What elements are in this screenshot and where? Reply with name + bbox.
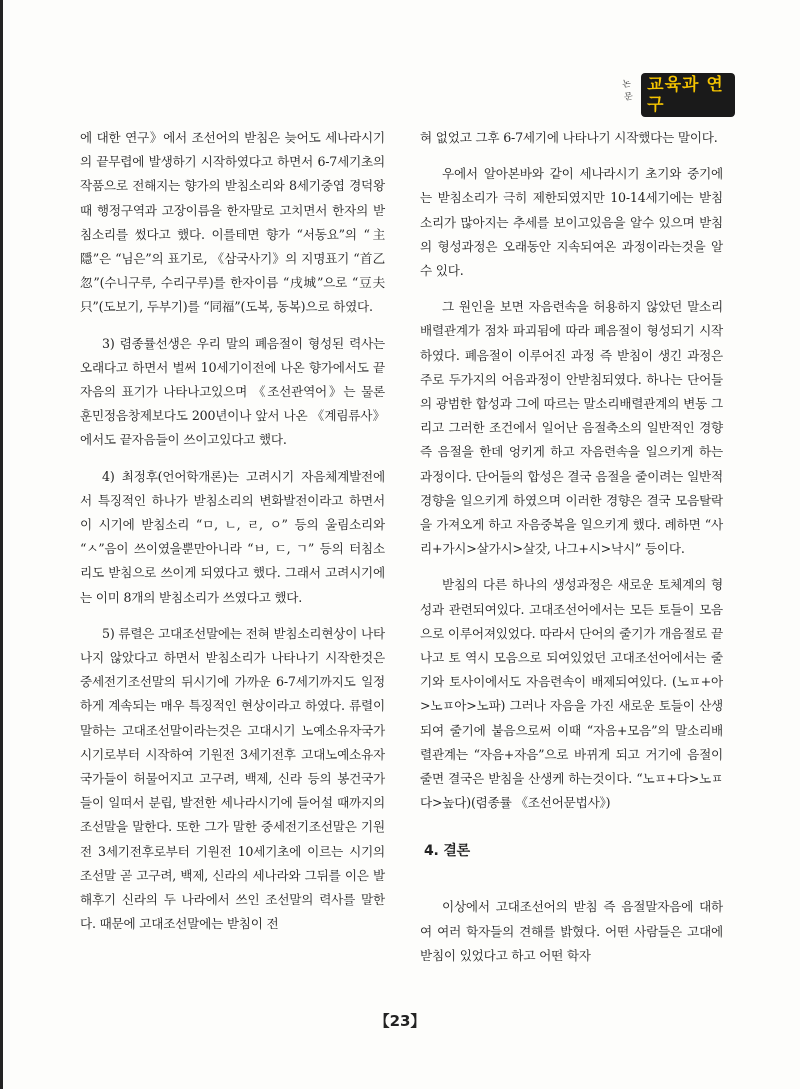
section-heading: 4. 결론: [424, 843, 470, 860]
paragraph: 3) 렴종률선생은 우리 말의 폐음절이 형성된 력사는 오래다고 하면서 벌써 10세기이전에 나온 향가에서도 끝자음의 표기가 나타나고있으며 《조선관역어》는 물론 훈민정음창제보다도 200년이나 앞서 나온 《계림류사》에서도 끝자음들이 쓰이고있다고 했다.: [80, 335, 385, 448]
page-left-edge: [0, 0, 3, 1089]
left-column: [80, 126, 385, 949]
logo-mark: 논문: [621, 78, 634, 103]
paragraph: 4) 최정후(언어학개론)는 고려시기 자음체계발전에서 특징적인 하나가 받침소리의 변화발전이라고 하면서 이 시기에 받침소리 “ㅁ, ㄴ, ㄹ, ㅇ” 등의 울림소리와 “ㅅ”음이 쓰이였을뿐만아니라 “ㅂ, ㄷ, ㄱ” 등의 터침소리도 받침으로 쓰이게 되였다고 했다. 그래서 고려시기에는 이미 8개의 받침소리가 쓰였다고 했다.: [80, 468, 385, 605]
paragraph: 에 대한 연구》에서 조선어의 받침은 늦어도 세나라시기의 끝무렵에 발생하기 시작하였다고 하면서 6-7세기초의 작품으로 전해지는 향가의 받침소리와 8세기중엽 경덕왕때 행정구역과 고장이름을 한자말로 고치면서 한자의 받침소리를 썼다고 했다. 이를테면 향가 “서동요”의 “主隱”은 “님은”의 표기로, 《삼국사기》의 지명표기 “首乙忽”(수니구루, 수리구루)를 한자이름 “戌城”으로 “豆夫只”(도보기, 두부기)를 “同福”(도복, 동복)으로 하였다.: [80, 130, 385, 315]
page-number: 【23】: [374, 1012, 426, 1030]
paragraph: 우에서 알아본바와 같이 세나라시기 초기와 중기에는 받침소리가 극히 제한되였지만 10-14세기에는 받침소리가 많아지는 추세를 보이고있음을 알수 있으며 받침의 형성과정은 오래동안 지속되여온 과정이라는것을 알수 있다.: [420, 166, 723, 279]
paragraph: 그 원인을 보면 자음련속을 허용하지 않았던 말소리배렬관계가 점차 파괴됨에 따라 폐음절이 형성되기 시작하였다. 폐음절이 이루어진 과정 즉 받침이 생긴 과정은 주로 두가지의 어음과정이 안받침되였다. 하나는 단어들의 광범한 합성과 그에 따르는 말소리배렬관계의 변동 그리고 그러한 조건에서 일어난 음절축소의 일반적인 경향 즉 음절을 한데 엉키게 하고 자음련속을 일으키게 하는 과정이다. 단어들의 합성은 결국 음절을 줄이려는 일반적경향을 일으키게 하였으며 이러한 경향은 결국 모음탈락을 가져오게 하고 자음중복을 일으키게 했다. 례하면 “사리+가시>살가시>살갓, 나그+시>낙시” 등이다.: [420, 299, 723, 557]
paragraph: 혀 없었고 그후 6-7세기에 나타나기 시작했다는 말이다.: [420, 130, 718, 145]
logo-text: 교육과 연구: [641, 73, 735, 117]
paragraph: 이상에서 고대조선어의 받침 즉 음절말자음에 대하여 여러 학자들의 견해를 밝혔다. 어떤 사람들은 고대에 받침이 있었다고 하고 어떤 학자: [420, 899, 723, 963]
journal-logo: [621, 75, 735, 115]
paragraph: 받침의 다른 하나의 생성과정은 새로운 토체계의 형성과 관련되여있다. 고대조선어에서는 모든 토들이 모음으로 이루어져있었다. 따라서 단어의 줄기가 개음절로 끝나고 토 역시 모음으로 되여있었던 고대조선어에서는 줄기와 토사이에서도 자음련속이 배제되여있다. (노ㅍ+아>노ㅍ아>노파) 그러나 자음을 가진 새로운 토들이 산생되여 줄기에 붙음으로써 이때 “자음+모음”의 말소리배렬관계는 “자음+자음”으로 바뀌게 되고 거기에 음절이 줄면 결국은 받침을 산생케 하는것이다. “노ㅍ+다>노ㅍ다>높다)(렴종률 《조선어문법사》): [420, 577, 723, 811]
right-column: [420, 126, 723, 980]
paragraph: 5) 류렬은 고대조선말에는 전혀 받침소리현상이 나타나지 않았다고 하면서 받침소리가 나타나기 시작한것은 중세전기조선말의 뒤시기에 가까운 6-7세기까지도 일정하게 계속되는 매우 특징적인 현상이라고 하였다. 류렬이 말하는 고대조선말이라는것은 고대시기 노예소유자국가시기로부터 시작하여 기원전 3세기전후 고대노예소유자국가들이 허물어지고 고구려, 백제, 신라 등의 봉건국가들이 일떠서 분립, 발전한 세나라시기에 들어설 때까지의 조선말을 말한다. 또한 그가 말한 중세전기조선말은 기원전 3세기전후로부터 기원전 10세기초에 이르는 시기의 조선말 곧 고구려, 백제, 신라의 세나라와 그뒤를 이은 발해후기 신라의 두 나라에서 쓰인 조선말의 력사를 말한다. 때문에 고대조선말에는 받침이 전: [80, 625, 385, 932]
